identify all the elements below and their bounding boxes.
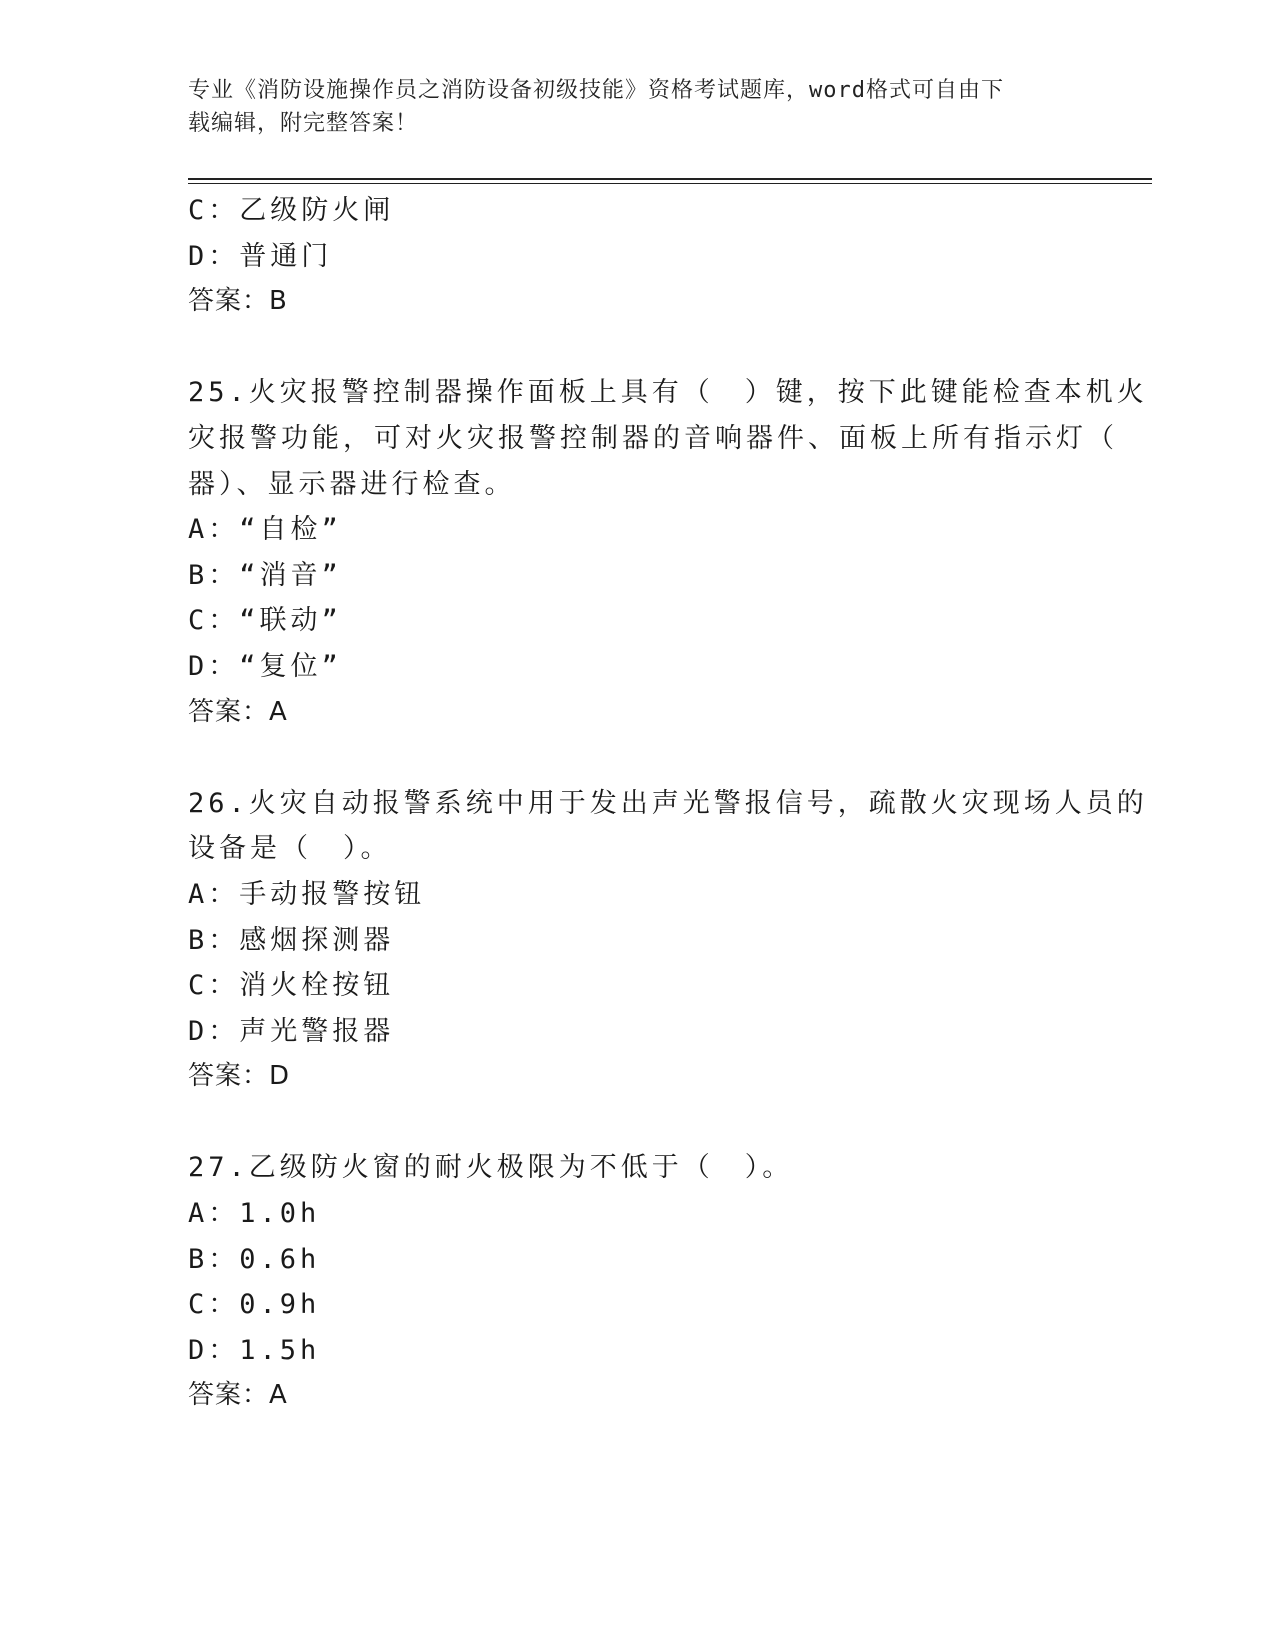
- header-line-1: 专业《消防设施操作员之消防设备初级技能》资格考试题库，word格式可自由下: [188, 78, 1004, 103]
- option-b: B：0.6h: [188, 1243, 321, 1275]
- header-rule-thick: [188, 178, 1152, 180]
- option-b: B：感烟探测器: [188, 924, 395, 956]
- question-stem-line: 27.乙级防火窗的耐火极限为不低于（ ）。: [188, 1152, 794, 1184]
- question-stem-line: 25.火灾报警控制器操作面板上具有（ ）键，按下此键能检查本机火: [188, 377, 1148, 409]
- question-stem-line: 器）、显示器进行检查。: [188, 468, 516, 500]
- question-stem-line: 26.火灾自动报警系统中用于发出声光警报信号，疏散火灾现场人员的: [188, 787, 1148, 819]
- option-c: C：乙级防火闸: [188, 195, 395, 226]
- question-content: [188, 188, 1148, 1419]
- option-a: A：1.0h: [188, 1198, 321, 1230]
- answer-line: 答案：A: [188, 696, 288, 727]
- option-c: C：消火栓按钮: [188, 970, 395, 1002]
- option-a: A：手动报警按钮: [188, 878, 426, 910]
- document-header: [188, 74, 1068, 140]
- question-stem-line: 设备是（ ）。: [188, 833, 392, 865]
- option-d: D：“复位”: [188, 650, 342, 682]
- spacer: [188, 735, 1088, 781]
- option-a: A：“自检”: [188, 514, 342, 546]
- answer-line: 答案：A: [188, 1380, 288, 1411]
- option-d: D：声光警报器: [188, 1015, 395, 1047]
- question-25: [188, 370, 1148, 735]
- option-b: B：“消音”: [188, 559, 342, 591]
- question-26: [188, 781, 1148, 1100]
- answer-line: 答案：B: [188, 286, 288, 317]
- option-d: D：1.5h: [188, 1334, 321, 1366]
- spacer: [188, 1100, 1088, 1146]
- question-27: [188, 1145, 1088, 1419]
- option-d: D：普通门: [188, 240, 333, 272]
- option-c: C：0.9h: [188, 1289, 321, 1321]
- spacer: [188, 325, 1088, 371]
- option-c: C：“联动”: [188, 605, 342, 637]
- header-line-2: 载编辑，附完整答案！: [188, 111, 419, 136]
- header-rule-thin: [188, 183, 1152, 184]
- answer-line: 答案：D: [188, 1061, 291, 1092]
- carryover-block: [188, 188, 1088, 325]
- question-stem-line: 灾报警功能，可对火灾报警控制器的音响器件、面板上所有指示灯（: [188, 422, 1118, 454]
